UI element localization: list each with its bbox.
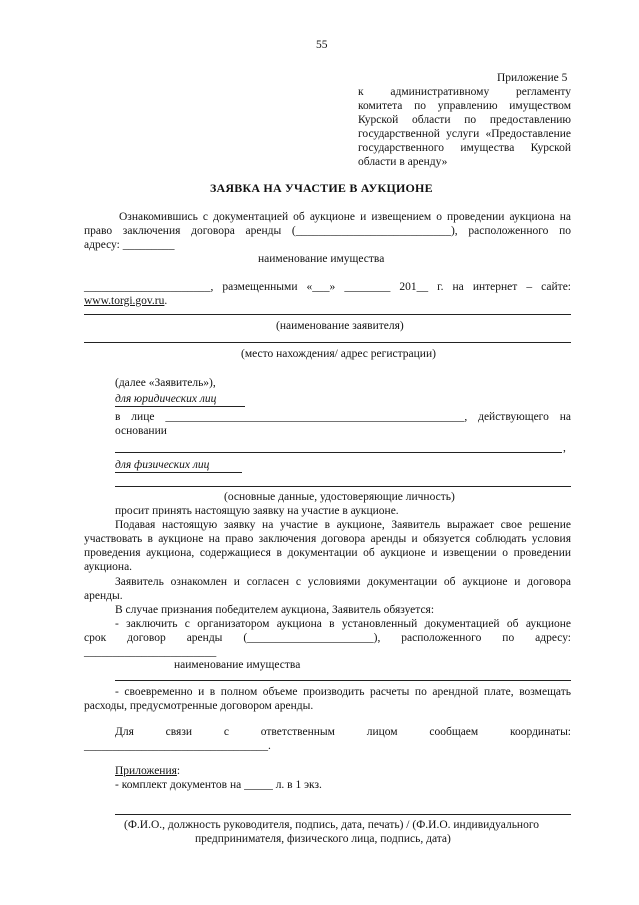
individuals-underline <box>115 472 242 473</box>
p1-line-2: участвовать в аукционе на право заключения договора аренды и обязуется соблюдать условия <box>84 533 571 545</box>
p2-line-2: аренды. <box>84 590 123 602</box>
property-name-caption-2: наименование имущества <box>174 659 301 671</box>
attachments-heading-colon: : <box>176 765 181 777</box>
p2-line-1: Заявитель ознакомлен и согласен с условиями документации об аукционе и договора <box>115 576 571 588</box>
contact-blank: ________________________________. <box>84 740 271 752</box>
appendix-number: Приложение 5 <box>497 72 568 84</box>
p1-line-1: Подавая настоящую заявку на участие в аукционе, Заявитель выражает свое решение <box>115 519 571 531</box>
property-name-caption: наименование имущества <box>258 253 385 265</box>
intro-line-2: право заключения договора аренды (___________________________), расположенного по <box>84 225 571 237</box>
in-person-line: в лице ____________________________________________________, действующего на <box>115 411 571 423</box>
site-link-dot: . <box>164 295 168 307</box>
appendix-line: государственного имущества Курской <box>358 142 571 154</box>
legal-entities-label: для юридических лиц <box>115 393 217 405</box>
legal-entities-underline <box>115 406 245 407</box>
intro-line-3: адресу: _________ <box>84 239 175 251</box>
contact-text: Для связи с ответственным лицом сообщаем координаты: <box>115 726 571 738</box>
signature-caption-2: предпринимателя, физического лица, подпись, дата) <box>195 833 451 845</box>
p4-line-1: - заключить с организатором аукциона в установленный документацией об аукционе <box>115 618 571 630</box>
id-data-caption: (основные данные, удостоверяющие личность) <box>224 491 455 503</box>
p1-line-4: аукциона. <box>84 561 133 573</box>
appendix-reference <box>358 85 571 169</box>
applicant-address-line <box>84 342 571 343</box>
property-name-line <box>115 680 571 681</box>
attachments-heading-text: Приложения <box>115 765 177 777</box>
intro-line-4: ______________________, размещенными «___» ________ 201__ г. на интернет – сайте: <box>84 281 571 293</box>
p4-line-2: срок договор аренды (______________________), расположенного по адресу: <box>84 632 571 644</box>
site-link[interactable]: www.torgi.gov.ru <box>84 295 165 307</box>
appendix-line: комитета по управлению имуществом <box>358 100 571 112</box>
signature-line <box>115 814 571 815</box>
applicant-name-caption: (наименование заявителя) <box>276 320 404 332</box>
id-data-line <box>115 486 571 487</box>
page-number: 55 <box>316 39 328 51</box>
individuals-label: для физических лиц <box>115 459 210 471</box>
p3-text: В случае признания победителем аукциона, Заявитель обязуется: <box>115 604 435 616</box>
intro-line-1: Ознакомившись с документацией об аукционе и извещением о проведении аукциона на <box>119 211 571 223</box>
signature-caption-1: (Ф.И.О., должность руководителя, подпись, дата, печать) / (Ф.И.О. индивидуального <box>124 819 540 831</box>
hereinafter-text: (далее «Заявитель»), <box>115 377 216 389</box>
basis-comma: , <box>563 442 566 454</box>
p5-line-2: расходы, предусмотренные договором аренды. <box>84 700 314 712</box>
p5-line-1: - своевременно и в полном объеме производить расчеты по арендной плате, возмещать <box>115 686 571 698</box>
attachments-heading <box>115 764 180 778</box>
applicant-name-line <box>84 314 571 315</box>
appendix-line: государственной услуги «Предоставление <box>358 128 571 140</box>
attachments-item: - комплект документов на _____ л. в 1 экз. <box>115 779 322 791</box>
appendix-line: к административному регламенту <box>358 86 571 98</box>
appendix-line: области в аренду» <box>358 156 448 168</box>
site-line <box>84 294 167 308</box>
request-text: просит принять настоящую заявку на участие в аукционе. <box>115 505 399 517</box>
applicant-address-caption: (место нахождения/ адрес регистрации) <box>241 348 436 360</box>
document-title: ЗАЯВКА НА УЧАСТИЕ В АУКЦИОНЕ <box>210 181 433 195</box>
appendix-line: Курской области по предоставлению <box>358 114 571 126</box>
basis-line <box>115 452 562 453</box>
basis-label: основании <box>115 425 167 437</box>
p1-line-3: проведения аукциона, содержащиеся в документации об аукционе и извещении о проведении <box>84 547 571 559</box>
p4-line-3: _______________________ <box>84 646 217 658</box>
